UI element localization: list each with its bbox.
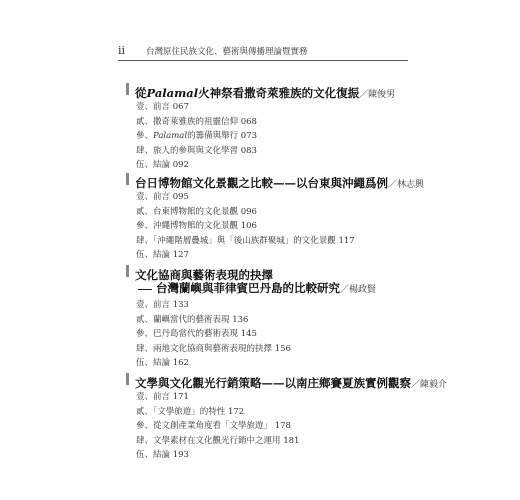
section-heading bbox=[126, 82, 426, 100]
item-list bbox=[126, 190, 426, 263]
toc-item: 伍、結論 162 bbox=[136, 358, 189, 368]
section-title: 文化協商與藝術表現的抉擇 bbox=[135, 268, 273, 282]
section-author: ／陳俊男 bbox=[359, 90, 396, 100]
toc-section-museum bbox=[126, 172, 426, 263]
section-author: ／楊政賢 bbox=[340, 285, 377, 295]
toc-item: 貳、蘭嶼當代的藝術表現 136 bbox=[136, 314, 249, 325]
section-heading bbox=[126, 372, 448, 390]
section-marker bbox=[126, 173, 129, 185]
section-author: ／林志興 bbox=[388, 180, 425, 190]
toc-section-literature bbox=[126, 372, 448, 463]
section-title: 從Palamal火神祭看撒奇萊雅族的文化復振／陳俊男 bbox=[135, 86, 396, 100]
toc-item: 壹、前言 133 bbox=[136, 300, 189, 310]
section-author: ／陳毅介 bbox=[411, 380, 448, 390]
toc-item: 伍、結論 193 bbox=[136, 450, 189, 460]
toc-item: 壹、前言 171 bbox=[136, 392, 189, 402]
section-title: 文學與文化觀光行銷策略——以南庄鄉賽夏族實例觀察／陳毅介 bbox=[135, 376, 448, 390]
toc-item: 參、巴丹島當代的藝術表現 145 bbox=[136, 329, 257, 339]
toc-item: 參、Palamal的籌備與舉行 073 bbox=[136, 131, 258, 141]
section-marker bbox=[126, 373, 129, 385]
section-heading bbox=[126, 172, 426, 190]
toc-item: 壹、前言 067 bbox=[136, 102, 189, 112]
section-marker bbox=[126, 83, 129, 95]
running-title: 台灣原住民族文化、藝術與傳播理論暨實務 bbox=[146, 47, 308, 57]
toc-item: 肆、文學素材在文化觀光行銷中之運用 181 bbox=[136, 435, 300, 446]
toc-item: 伍、結論 092 bbox=[136, 160, 189, 170]
header-rule bbox=[118, 60, 408, 61]
toc-item: 肆、旅人的參與與文化學習 083 bbox=[136, 145, 257, 156]
toc-item: 貳、撒奇萊雅族的祖靈信仰 068 bbox=[136, 116, 257, 127]
toc-section-art bbox=[126, 264, 426, 371]
toc-item: 參、從文創產業角度看「文學旅遊」 178 bbox=[136, 421, 291, 431]
toc-section-palamal bbox=[126, 82, 426, 173]
toc-item: 參、沖繩博物館的文化景觀 106 bbox=[136, 221, 257, 231]
toc-item: 肆、「沖繩階層疊城」與「後山族群聚城」的文化景觀 117 bbox=[136, 235, 355, 246]
section-heading bbox=[126, 264, 426, 282]
section-title: 台日博物館文化景觀之比較——以台東與沖繩爲例／林志興 bbox=[135, 176, 425, 190]
dash-rule bbox=[138, 289, 152, 290]
toc-item: 壹、前言 095 bbox=[136, 192, 189, 202]
item-list bbox=[126, 298, 426, 371]
toc-item: 貳、「文學旅遊」的特性 172 bbox=[136, 406, 245, 417]
item-list bbox=[126, 100, 426, 173]
toc-item: 貳、台東博物館的文化景觀 096 bbox=[136, 206, 257, 217]
section-subtitle: 台灣蘭嶼與菲律賓巴丹島的比較研究／楊政賢 bbox=[126, 280, 426, 294]
item-list bbox=[126, 390, 426, 463]
section-marker bbox=[126, 265, 129, 277]
toc-item: 肆、兩地文化協商與藝術表現的抉擇 156 bbox=[136, 343, 291, 354]
toc-item: 伍、結論 127 bbox=[136, 250, 189, 260]
running-header bbox=[118, 44, 418, 58]
page-number: ii bbox=[118, 44, 126, 57]
